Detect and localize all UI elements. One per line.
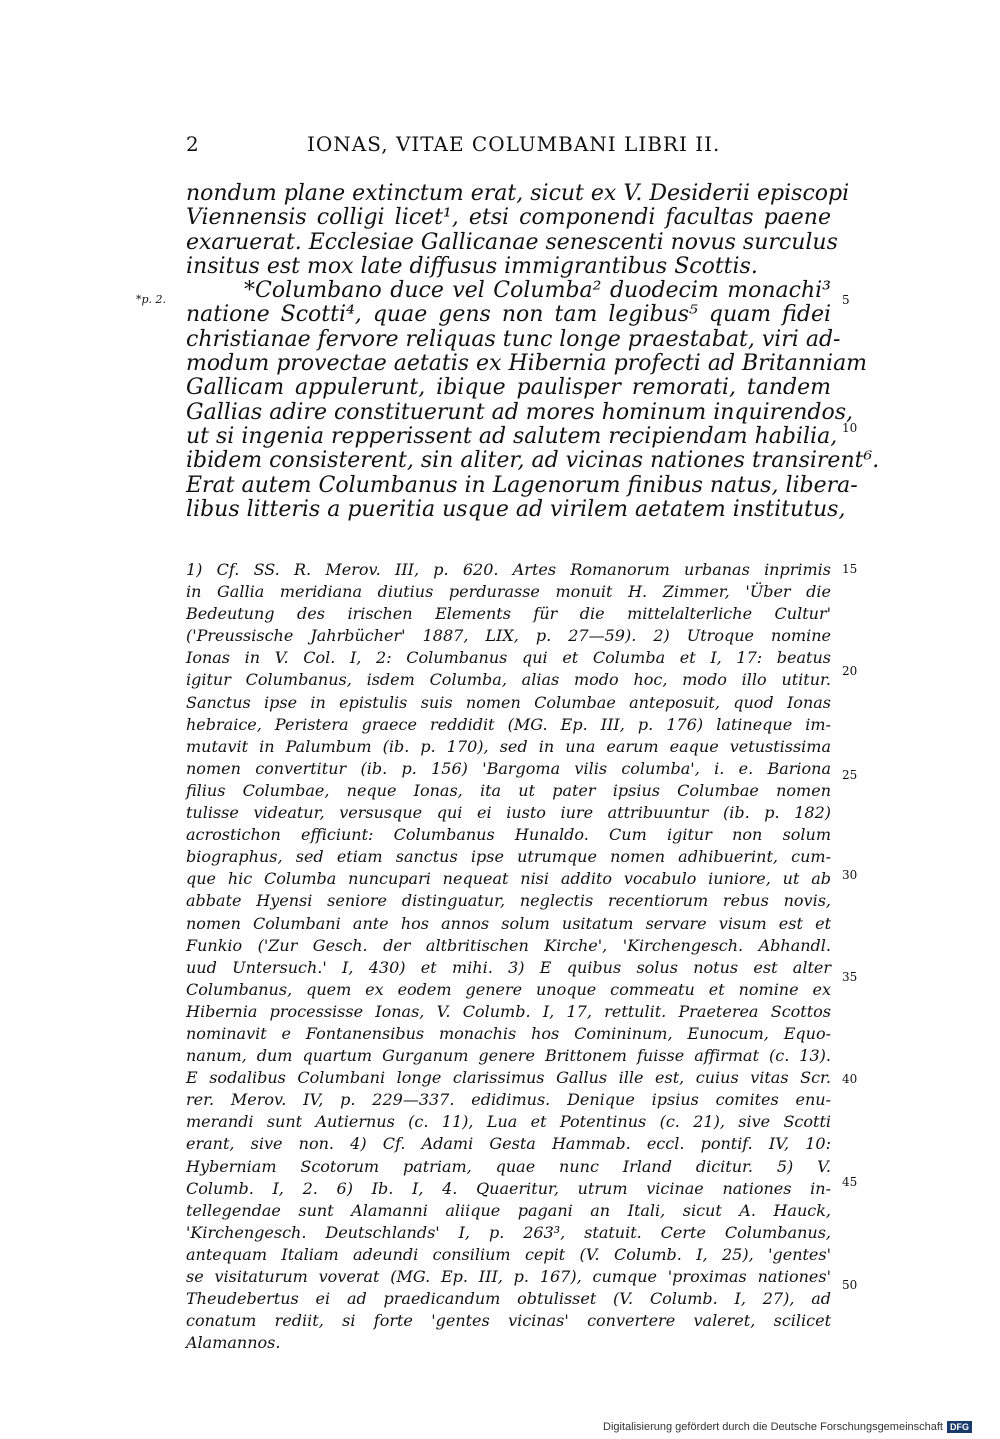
main-text-line: *Columbano duce vel Columba² duodecim monachi³ (244, 278, 831, 304)
footnote-line: Hibernia processisse Ionas, V. Columb. I, 17, rettulit. Praeterea Scottos (186, 1001, 831, 1021)
main-text-line: exaruerat. Ecclesiae Gallicanae senescenti novus surculus (186, 229, 838, 255)
footnote-line: tellegendae sunt Alamanni aliique pagani an Itali, sicut A. Hauck, (186, 1200, 831, 1220)
footnote-line: biographus, sed etiam sanctus ipse utrumque nomen adhibuerint, cum- (186, 847, 831, 867)
main-text-line: natione Scotti⁴, quae gens non tam legibus⁵ quam fidei (186, 302, 831, 328)
main-text-line: ibidem consisterent, sin aliter, ad vicinas nationes transirent⁶. (186, 448, 880, 474)
footnote-line: Sanctus ipse in epistulis suis nomen Columbae anteposuit, quod Ionas (186, 692, 831, 712)
footnote-line: nominavit e Fontanensibus monachis hos Comininum, Eunocum, Equo- (186, 1023, 831, 1043)
line-number: 35 (842, 970, 858, 984)
main-text-line: Erat autem Columbanus in Lagenorum finibus natus, libera- (186, 472, 858, 498)
footnote-line: tulisse videatur, versusque qui ei iusto iure attribuuntur (ib. p. 182) (186, 803, 831, 823)
digitization-credit (603, 1421, 972, 1433)
footnote-line: nomen Columbani ante hos annos solum usitatum servare visum est et (186, 913, 831, 933)
footnote-line: Columb. I, 2. 6) Ib. I, 4. Quaeritur, utrum vicinae nationes in- (186, 1178, 831, 1198)
footnote-line: filius Columbae, neque Ionas, ita ut pater ipsius Columbae nomen (186, 780, 831, 800)
footnote-line: erant, sive non. 4) Cf. Adami Gesta Hammab. eccl. pontif. IV, 10: (186, 1134, 831, 1154)
footnote-line: que hic Columba nuncupari nequeat nisi addito vocabulo iuniore, ut ab (186, 869, 831, 889)
line-number: 20 (842, 664, 858, 678)
footnote-line: 'Kirchengesch. Deutschlands' I, p. 263³, statuit. Certe Columbanus, (186, 1222, 831, 1242)
line-number: 50 (842, 1278, 858, 1292)
line-number: 45 (842, 1175, 858, 1189)
footnote-line: nanum, dum quartum Gurganum genere Brittonem fuisse affirmat (c. 13). (186, 1046, 831, 1066)
footnote-line: E sodalibus Columbani longe clarissimus Gallus ille est, cuius vitas Scr. (186, 1068, 831, 1088)
line-number: 10 (842, 421, 858, 435)
footnote-line: se visitaturum voverat (MG. Ep. III, p. 167), cumque 'proximas nationes' (186, 1267, 831, 1286)
footnote-line: igitur Columbanus, isdem Columba, alias modo hoc, modo illo utitur. (186, 670, 831, 690)
line-number: 5 (842, 293, 850, 307)
footnote-line: in Gallia meridiana diutius perdurasse monuit H. Zimmer, 'Über die (186, 582, 831, 602)
main-text-line: libus litteris a pueritia usque ad virilem aetatem institutus, (186, 496, 846, 522)
running-title: IONAS, VITAE COLUMBANI LIBRI II. (307, 132, 721, 156)
digitization-credit-text: Digitalisierung gefördert durch die Deutsche Forschungsgemeinschaft (603, 1421, 943, 1433)
line-number: 30 (842, 868, 858, 882)
line-number: 25 (842, 768, 858, 782)
footnote-line: Ionas in V. Col. I, 2: Columbanus qui et Columba et I, 17: beatus (186, 648, 831, 668)
dfg-logo: DFG (947, 1421, 972, 1433)
main-text-line: Viennensis colligi licet¹, etsi componendi facultas paene (186, 205, 831, 231)
footnote-line: hebraice, Peristera graece reddidit (MG. Ep. III, p. 176) latineque im- (186, 714, 831, 734)
footnote-line: nomen convertitur (ib. p. 156) 'Bargoma vilis columba', i. e. Bariona (186, 758, 831, 778)
footnote-line: ('Preussische Jahrbücher' 1887, LIX, p. 27—59). 2) Utroque nomine (186, 626, 831, 646)
main-text-line: nondum plane extinctum erat, sicut ex V. Desiderii episcopi (186, 181, 850, 206)
footnote-line: conatum rediit, si forte 'gentes vicinas' convertere valeret, scilicet (186, 1311, 831, 1331)
main-text-line: Gallicam appulerunt, ibique paulisper remorati, tandem (186, 375, 831, 401)
footnote-line: uud Untersuch.' I, 430) et mihi. 3) E quibus solus notus est alter (186, 957, 831, 977)
footnote-line: Theudebertus ei ad praedicandum obtulisset (V. Columb. I, 27), ad (186, 1289, 831, 1309)
main-text-line: ut si ingenia repperissent ad salutem recipiendam habilia, (186, 423, 838, 449)
footnote-line: acrostichon efficiunt: Columbanus Hunaldo. Cum igitur non solum (186, 825, 831, 845)
footnote-line: merandi sunt Autiernus (c. 11), Lua et Potentinus (c. 21), sive Scotti (186, 1112, 831, 1132)
footnote-line: Columbanus, quem ex eodem genere unoque commeatu et nomine ex (186, 979, 831, 999)
footnote-line: rer. Merov. IV, p. 229—337. edidimus. Denique ipsius comites enu- (186, 1090, 831, 1110)
margin-page-reference: *p. 2. (136, 293, 167, 306)
footnote-line: Bedeutung des irischen Elements für die mittelalterliche Cultur' (186, 604, 831, 624)
line-number: 40 (842, 1072, 858, 1086)
line-number: 15 (842, 562, 858, 576)
page-number: 2 (186, 132, 200, 156)
footnote-line: Hyberniam Scotorum patriam, quae nunc Irland dicitur. 5) V. (186, 1156, 831, 1176)
main-text-line: modum provectae aetatis ex Hibernia profecti ad Britanniam (186, 351, 868, 377)
footnote-line: antequam Italiam adeundi consilium cepit (V. Columb. I, 25), 'gentes' (186, 1244, 831, 1264)
main-text-line: Gallias adire constituerunt ad mores hominum inquirendos, (186, 399, 854, 425)
main-text-line: insitus est mox late diffusus immigrantibus Scottis. (186, 253, 758, 279)
footnote-line: Funkio ('Zur Gesch. der altbritischen Kirche', 'Kirchengesch. Abhandl. (186, 935, 831, 955)
footnote-line: abbate Hyensi seniore distinguatur, neglectis recentiorum rebus novis, (186, 891, 831, 911)
footnote-line: Alamannos. (186, 1333, 281, 1353)
footnote-line: mutavit in Palumbum (ib. p. 170), sed in una earum eaque vetustissima (186, 736, 831, 756)
main-text-line: christianae fervore reliquas tunc longe praestabat, viri ad- (186, 326, 841, 352)
footnote-line: 1) Cf. SS. R. Merov. III, p. 620. Artes Romanorum urbanas inprimis (186, 560, 831, 579)
footnotes-block (186, 559, 831, 1354)
